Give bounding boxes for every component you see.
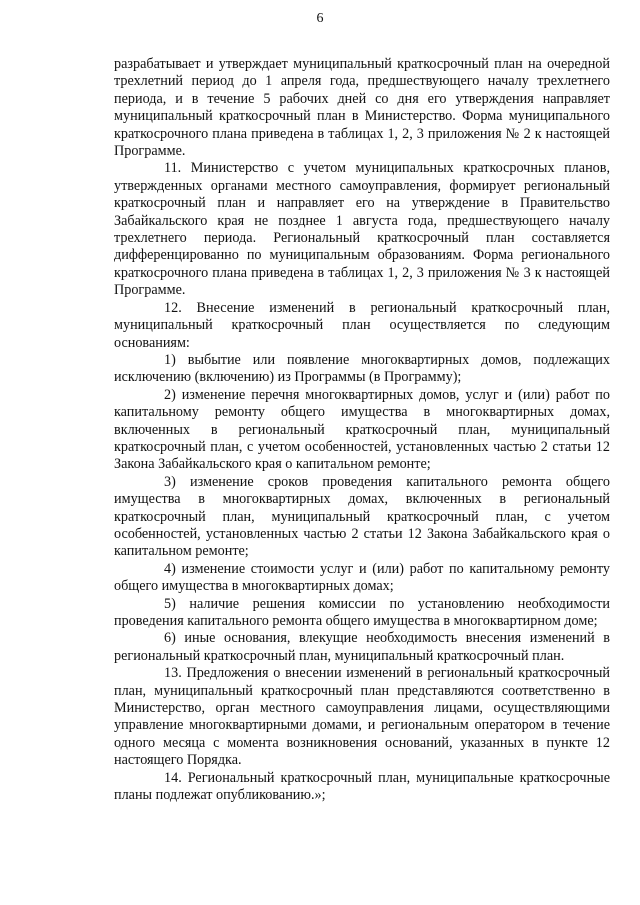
paragraph-subitem-1: 1) выбытие или появление многоквартирных домов, подлежащих исключению (включению) из Программы (в Программу); (114, 351, 610, 386)
paragraph-subitem-5: 5) наличие решения комиссии по установлению необходимости проведения капитального ремонта общего имущества в многоквартирном доме; (114, 595, 610, 629)
paragraph-subitem-3: 3) изменение сроков проведения капитального ремонта общего имущества в многоквартирных домах, включенных в региональный краткосрочный план, муниципальный краткосрочный план, с учетом особенностей, установленных частью 2 статьи 12 Закона Забайкальского края о капитальном ремонте; (114, 473, 610, 560)
paragraph-item-11: 11. Министерство с учетом муниципальных краткосрочных планов, утвержденных органами местного самоуправления, формирует региональный краткосрочный план и направляет его на утверждение в Правительство Забайкальского края не позднее 1 августа года, предшествующего началу трехлетнего периода. Региональный краткосрочный план составляется дифференцированно по муниципальным образованиям. Форма регионального краткосрочного плана приведена в таблицах 1, 2, 3 приложения № 3 к настоящей Программе. (114, 160, 610, 299)
document-body (114, 56, 610, 804)
paragraph-subitem-6: 6) иные основания, влекущие необходимость внесения изменений в региональный краткосрочный план, муниципальный краткосрочный план. (114, 630, 610, 664)
paragraph-continuation: разрабатывает и утверждает муниципальный краткосрочный план на очередной трехлетний период до 1 апреля года, предшествующего началу трехлетнего периода, и в течение 5 рабочих дней со дня его утверждения направляет муниципальный краткосрочный план в Министерство. Форма муниципального краткосрочного плана приведена в таблицах 1, 2, 3 приложения № 2 к настоящей Программе. (114, 56, 610, 160)
paragraph-subitem-2: 2) изменение перечня многоквартирных домов, услуг и (или) работ по капитальному ремонту общего имущества в многоквартирных домах, включенных в региональный краткосрочный план, муниципальный краткосрочный план, с учетом особенностей, установленных частью 2 статьи 12 Закона Забайкальского края о капитальном ремонте; (114, 386, 610, 473)
paragraph-item-12: 12. Внесение изменений в региональный краткосрочный план, муниципальный краткосрочный план осуществляется по следующим основаниям: (114, 299, 610, 351)
page-number: 6 (316, 11, 324, 26)
paragraph-subitem-4: 4) изменение стоимости услуг и (или) работ по капитальному ремонту общего имущества в многоквартирных домах; (114, 560, 610, 595)
paragraph-item-14: 14. Региональный краткосрочный план, муниципальные краткосрочные планы подлежат опубликованию.»; (114, 769, 610, 804)
paragraph-item-13: 13. Предложения о внесении изменений в региональный краткосрочный план, муниципальный краткосрочный план представляются соответственно в Министерство, орган местного самоуправления лицами, осуществляющими управление многоквартирными домами, и региональным оператором в течение одного месяца с момента возникновения оснований, указанных в пункте 12 настоящего Порядка. (114, 665, 610, 769)
